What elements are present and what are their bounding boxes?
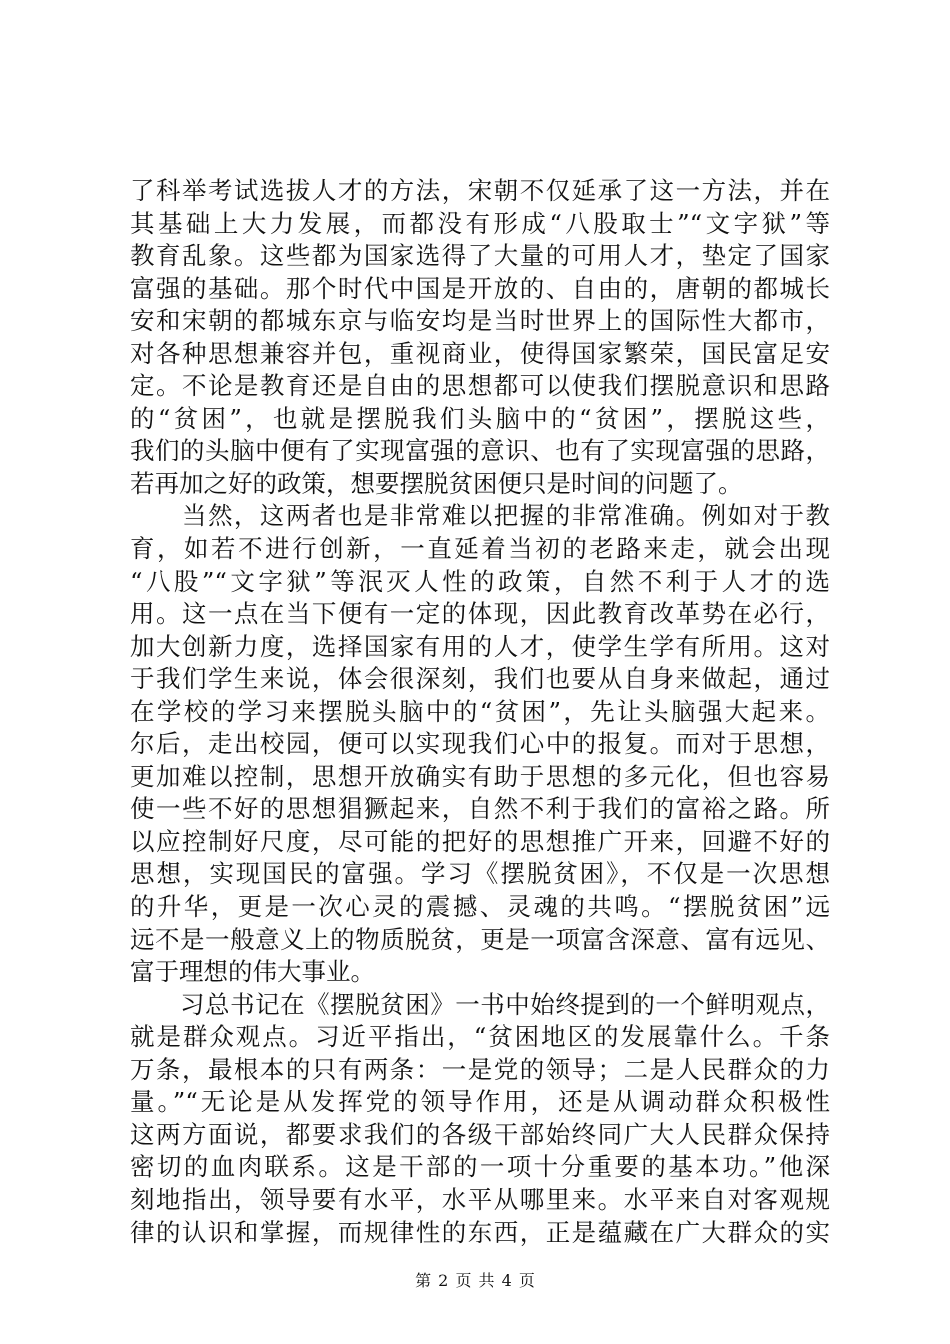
text-line: 安和宋朝的都城东京与临安均是当时世界上的国际性大都市， <box>130 306 830 336</box>
text-line: “八股”“文字狱”等泯灭人性的政策，自然不利于人才的选 <box>130 566 830 596</box>
text-line: 就是群众观点。习近平指出，“贫困地区的发展靠什么。千条 <box>130 1022 830 1052</box>
paragraph-3 <box>130 989 830 1249</box>
text-line: 加大创新力度，选择国家有用的人才，使学生学有所用。这对 <box>130 631 830 661</box>
text-line: 使一些不好的思想猖獗起来，自然不利于我们的富裕之路。所 <box>130 794 830 824</box>
text-line: 以应控制好尺度，尽可能的把好的思想推广开来，回避不好的 <box>130 826 830 856</box>
text-line: 万条，最根本的只有两条：一是党的领导；二是人民群众的力 <box>130 1054 830 1084</box>
text-line: 定。不论是教育还是自由的思想都可以使我们摆脱意识和思路 <box>130 371 830 401</box>
paragraph-1 <box>130 175 830 500</box>
text-line: 在学校的学习来摆脱头脑中的“贫困”，先让头脑强大起来。 <box>130 696 830 726</box>
text-line: 习总书记在《摆脱贫困》一书中始终提到的一个鲜明观点， <box>130 989 830 1019</box>
paragraph-2 <box>130 500 830 988</box>
text-line: 了科举考试选拔人才的方法，宋朝不仅延承了这一方法，并在 <box>130 176 830 205</box>
text-line: 律的认识和掌握，而规律性的东西，正是蕴藏在广大群众的实 <box>130 1217 830 1247</box>
text-line: 刻地指出，领导要有水平，水平从哪里来。水平来自对客观规 <box>130 1184 830 1214</box>
text-line: 若再加之好的政策，想要摆脱贫困便只是时间的问题了。 <box>130 468 743 498</box>
text-line: 教育乱象。这些都为国家选得了大量的可用人才，垫定了国家 <box>130 241 830 271</box>
text-line: 其基础上大力发展，而都没有形成“八股取士”“文字狱”等 <box>130 208 830 238</box>
text-line: 这两方面说，都要求我们的各级干部始终同广大人民群众保持 <box>130 1119 830 1149</box>
text-line: 我们的头脑中便有了实现富强的意识、也有了实现富强的思路， <box>130 436 830 466</box>
text-line: 更加难以控制，思想开放确实有助于思想的多元化，但也容易 <box>130 761 830 791</box>
text-line: 富于理想的伟大事业。 <box>130 957 375 987</box>
text-line: 于我们学生来说，体会很深刻，我们也要从自身来做起，通过 <box>130 664 830 694</box>
text-line: 育，如若不进行创新，一直延着当初的老路来走，就会出现 <box>130 534 830 564</box>
text-line: 的升华，更是一次心灵的震撼、灵魂的共鸣。“摆脱贫困”远 <box>130 892 830 922</box>
text-line: 用。这一点在当下便有一定的体现，因此教育改革势在必行， <box>130 599 830 629</box>
text-line: 密切的血肉联系。这是干部的一项十分重要的基本功。”他深 <box>130 1152 830 1182</box>
text-line: 思想，实现国民的富强。学习《摆脱贫困》，不仅是一次思想 <box>130 859 830 889</box>
body-text <box>130 175 830 1249</box>
text-line: 量。”“无论是从发挥党的领导作用，还是从调动群众积极性 <box>130 1087 830 1117</box>
text-line: 当然，这两者也是非常难以把握的非常准确。例如对于教 <box>130 501 830 531</box>
text-line: 富强的基础。那个时代中国是开放的、自由的，唐朝的都城长 <box>130 273 830 303</box>
text-line: 对各种思想兼容并包，重视商业，使得国家繁荣，国民富足安 <box>130 338 830 368</box>
text-line: 的“贫困”，也就是摆脱我们头脑中的“贫困”，摆脱这些， <box>130 403 830 433</box>
text-line: 尔后，走出校园，便可以实现我们心中的报复。而对于思想， <box>130 729 830 759</box>
page-number-footer: 第 2 页 共 4 页 <box>415 1271 535 1290</box>
text-line: 远不是一般意义上的物质脱贫，更是一项富含深意、富有远见、 <box>130 924 830 954</box>
